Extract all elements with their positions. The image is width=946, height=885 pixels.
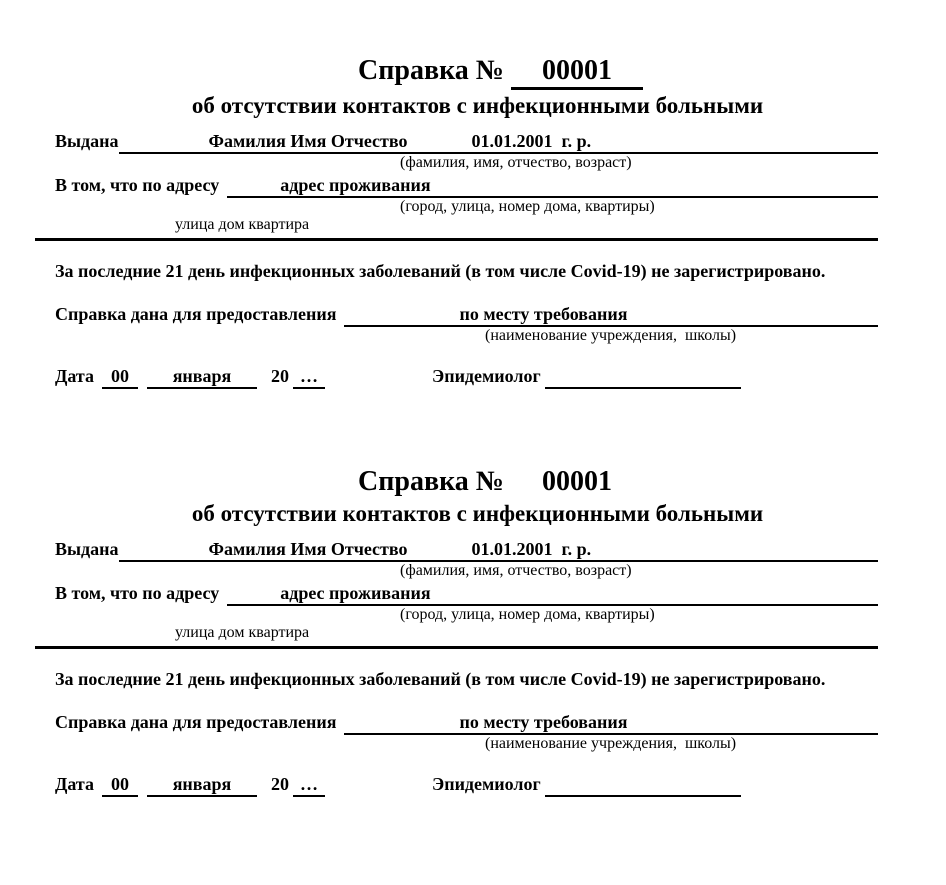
date-month-field[interactable]: января bbox=[147, 773, 257, 797]
address-row bbox=[55, 582, 878, 606]
certificate-copy-1 bbox=[55, 0, 878, 389]
address-line2-value[interactable]: улица дом квартира bbox=[175, 624, 310, 641]
issued-name-blank[interactable] bbox=[119, 538, 878, 562]
address-line2-value[interactable]: улица дом квартира bbox=[175, 216, 310, 233]
certificate-subtitle: об отсутствии контактов с инфекционными больными bbox=[191, 93, 764, 118]
issued-row bbox=[55, 538, 878, 562]
address-line2-blank[interactable] bbox=[35, 624, 878, 649]
date-month-field[interactable]: января bbox=[147, 365, 257, 389]
purpose-value[interactable]: по месту требования bbox=[459, 304, 628, 324]
purpose-label: Справка дана для предоставления bbox=[55, 712, 337, 732]
address-label: В том, что по адресу bbox=[55, 583, 220, 603]
epidemiologist-signature-blank[interactable] bbox=[545, 775, 741, 797]
date-signature-row bbox=[55, 773, 878, 797]
address-blank[interactable] bbox=[227, 582, 878, 606]
purpose-hint: (наименование учреждения, школы) bbox=[485, 735, 737, 752]
issued-label: Выдана bbox=[55, 539, 119, 559]
certificate-title bbox=[89, 55, 912, 90]
no-infection-statement: За последние 21 день инфекционных заболеваний (в том числе Covid-19) не зарегистрировано. bbox=[55, 669, 826, 689]
certificate-title bbox=[89, 466, 912, 498]
date-year-field[interactable]: … bbox=[293, 365, 325, 389]
address-blank[interactable] bbox=[227, 174, 878, 198]
issued-name-value[interactable]: Фамилия Имя Отчество bbox=[208, 131, 408, 151]
epidemiologist-label: Эпидемиолог bbox=[431, 366, 541, 386]
purpose-row bbox=[55, 303, 878, 327]
purpose-row bbox=[55, 711, 878, 735]
date-day-field[interactable]: 00 bbox=[102, 365, 138, 389]
date-label: Дата bbox=[55, 774, 94, 794]
address-hint: (город, улица, номер дома, квартиры) bbox=[400, 606, 655, 623]
no-infection-statement: За последние 21 день инфекционных заболеваний (в том числе Covid-19) не зарегистрировано. bbox=[55, 261, 826, 281]
purpose-hint: (наименование учреждения, школы) bbox=[485, 327, 737, 344]
date-label: Дата bbox=[55, 366, 94, 386]
issued-name-value[interactable]: Фамилия Имя Отчество bbox=[208, 539, 408, 559]
epidemiologist-signature-blank[interactable] bbox=[545, 367, 741, 389]
certificate-number-field[interactable]: 00001 bbox=[541, 466, 612, 497]
certificate-title-label: Справка № bbox=[358, 466, 504, 497]
certificate-copy-2 bbox=[55, 466, 878, 797]
address-value[interactable]: адрес проживания bbox=[280, 175, 431, 195]
certificate-subtitle: об отсутствии контактов с инфекционными больными bbox=[191, 501, 764, 526]
issued-hint: (фамилия, имя, отчество, возраст) bbox=[400, 562, 632, 579]
date-year-field[interactable]: … bbox=[293, 773, 325, 797]
address-value[interactable]: адрес проживания bbox=[280, 583, 431, 603]
date-year-prefix: 20 bbox=[270, 774, 289, 794]
issued-row bbox=[55, 130, 878, 154]
address-row bbox=[55, 174, 878, 198]
date-day-field[interactable]: 00 bbox=[102, 773, 138, 797]
issued-name-blank[interactable] bbox=[119, 130, 878, 154]
purpose-blank[interactable] bbox=[344, 303, 878, 327]
issued-hint: (фамилия, имя, отчество, возраст) bbox=[400, 154, 632, 171]
certificate-number-field[interactable]: 00001 bbox=[511, 55, 643, 90]
epidemiologist-label: Эпидемиолог bbox=[431, 774, 541, 794]
issued-label: Выдана bbox=[55, 131, 119, 151]
address-label: В том, что по адресу bbox=[55, 175, 220, 195]
date-year-prefix: 20 bbox=[270, 366, 289, 386]
purpose-value[interactable]: по месту требования bbox=[459, 712, 628, 732]
address-hint: (город, улица, номер дома, квартиры) bbox=[400, 198, 655, 215]
issued-birthdate-value[interactable]: 01.01.2001 г. р. bbox=[471, 539, 592, 559]
certificate-title-label: Справка № bbox=[358, 55, 504, 86]
issued-birthdate-value[interactable]: 01.01.2001 г. р. bbox=[471, 131, 592, 151]
date-signature-row bbox=[55, 365, 878, 389]
address-line2-blank[interactable] bbox=[35, 216, 878, 241]
purpose-label: Справка дана для предоставления bbox=[55, 304, 337, 324]
purpose-blank[interactable] bbox=[344, 711, 878, 735]
